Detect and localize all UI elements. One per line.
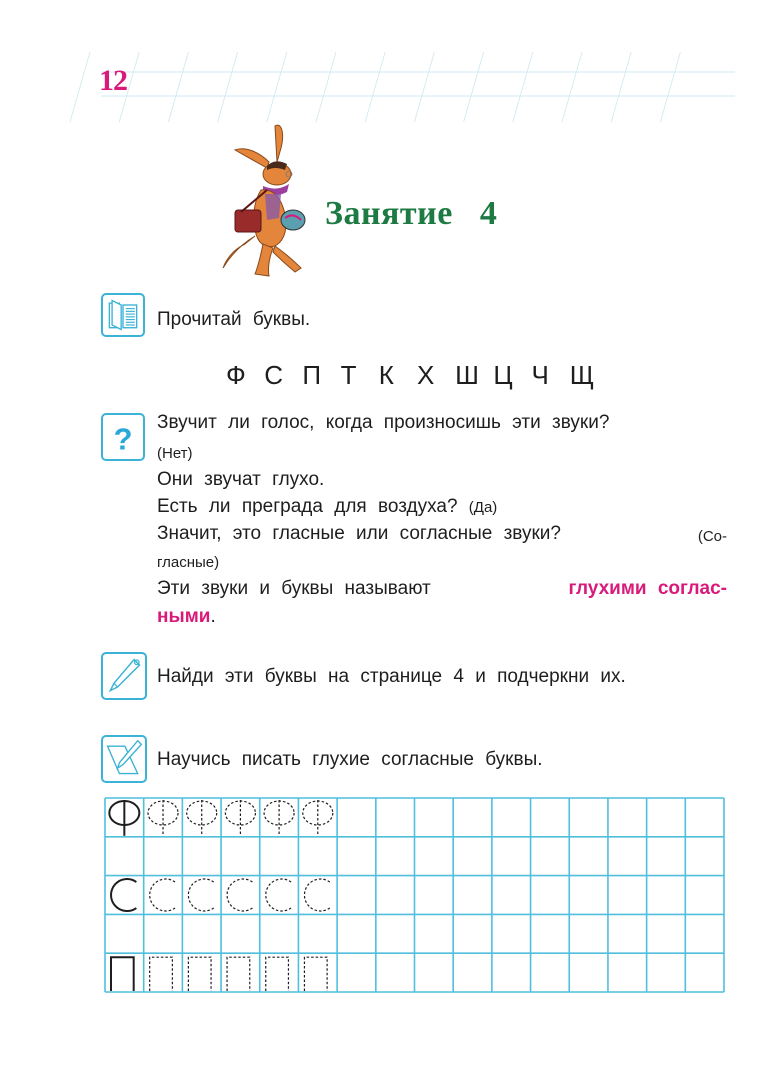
question-line-3	[157, 523, 727, 548]
writing-practice-grid[interactable]	[104, 797, 725, 993]
letter: Ш	[455, 360, 479, 390]
letter: Х	[416, 360, 435, 390]
letters-row	[226, 360, 608, 391]
answer-yes: (Да)	[468, 499, 498, 516]
page-number: 12	[99, 64, 127, 97]
letter: Ч	[531, 360, 549, 390]
question-line-1	[157, 412, 727, 434]
letter: Ц	[493, 360, 513, 390]
kangaroo-mascot-illustration	[215, 118, 315, 280]
question-text: Звучит ли голос, когда произносишь эти звуки?	[157, 412, 610, 433]
period: .	[210, 606, 216, 627]
statement-line: Они звучат глухо.	[157, 469, 325, 490]
svg-text:?: ?	[113, 421, 133, 457]
letter: К	[378, 360, 394, 390]
answer-consonants: (Со-	[697, 528, 727, 545]
task-write-letters-text: Научись писать глухие согласные буквы.	[157, 749, 543, 770]
letter: П	[302, 360, 322, 390]
letter: С	[264, 360, 283, 390]
lesson-title: Занятие 4	[325, 195, 498, 232]
pen-and-paper-icon	[101, 735, 147, 783]
task-text: Найди эти буквы на странице 4 и подчеркни их.	[157, 666, 626, 687]
highlighted-term: ными	[157, 606, 211, 627]
conclusion-text: Эти звуки и буквы называют	[157, 578, 431, 599]
question-mark-icon	[101, 413, 145, 461]
answer-no: (Нет)	[157, 445, 193, 462]
question-line-2	[157, 496, 497, 519]
conclusion-line	[157, 578, 727, 600]
question-text: Есть ли преграда для воздуха?	[157, 496, 458, 517]
letter: Ф	[226, 360, 246, 390]
letter: Т	[340, 360, 357, 390]
letter: Щ	[569, 360, 595, 390]
highlighted-term: глухими соглас-	[568, 578, 727, 599]
conclusion-line-end	[157, 606, 216, 628]
question-text: Значит, это гласные или согласные звуки?	[157, 523, 561, 544]
task-read-letters-text: Прочитай буквы.	[157, 309, 311, 330]
open-book-icon	[101, 293, 145, 337]
task-find-letters-text	[157, 666, 720, 688]
answer-consonants-continued: гласные)	[157, 554, 220, 571]
pencil-icon	[101, 652, 147, 700]
